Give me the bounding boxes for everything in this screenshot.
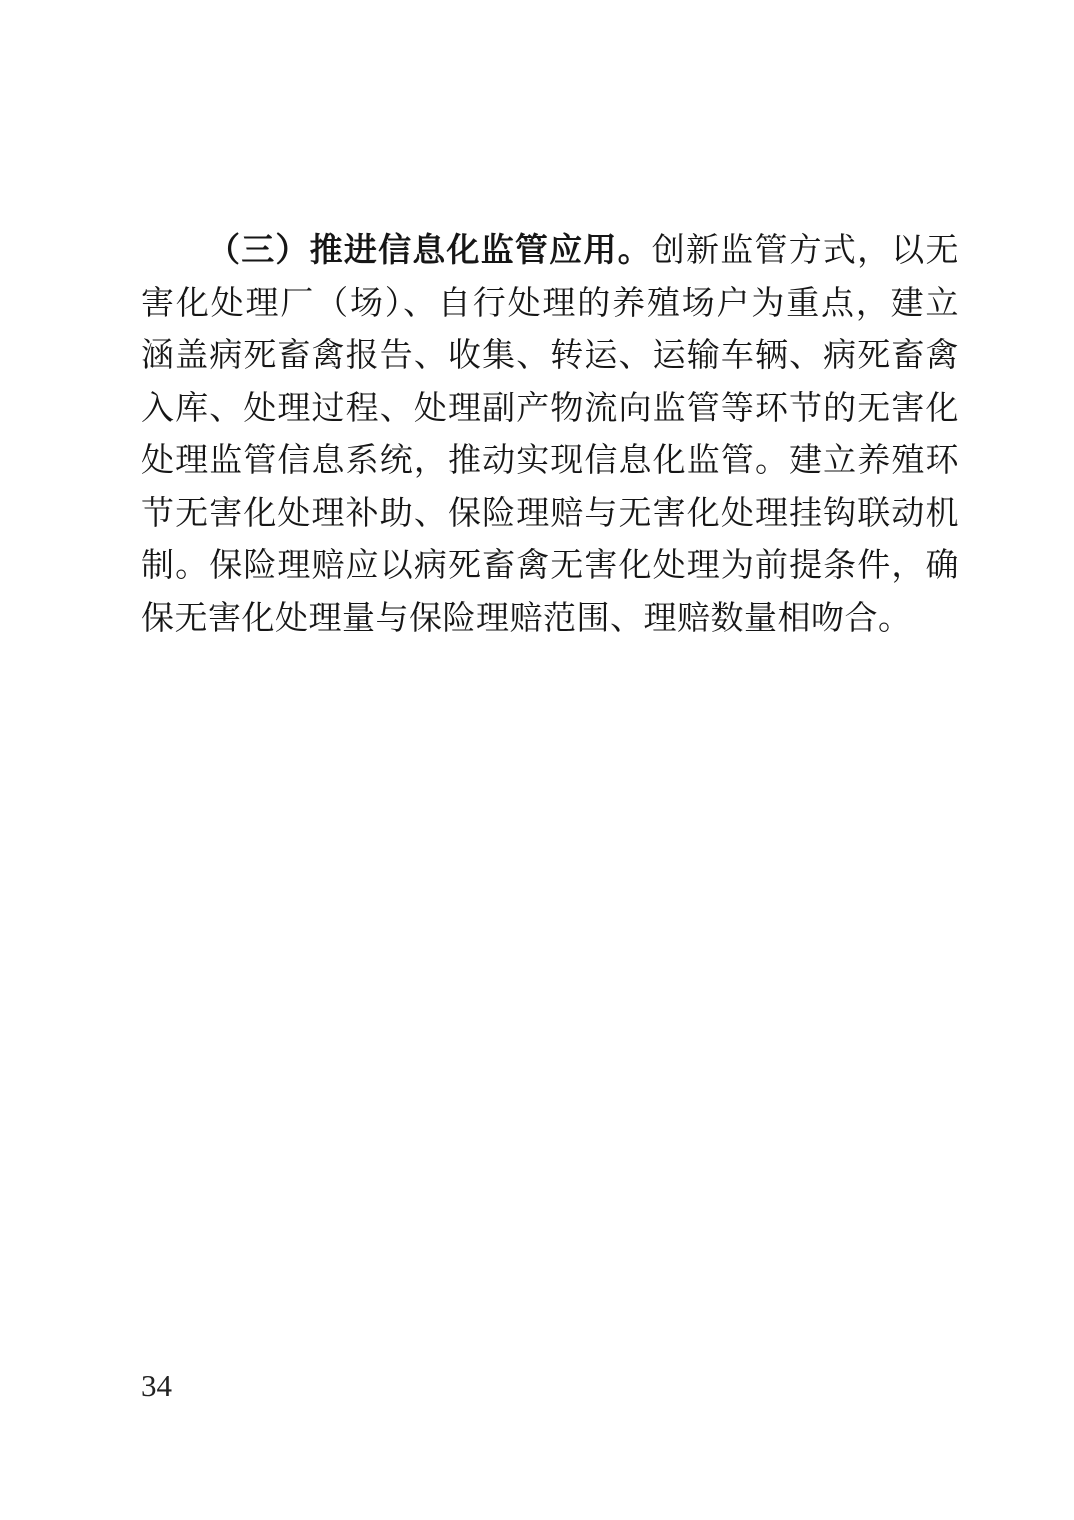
page-number: 34: [141, 1368, 172, 1403]
paragraph-heading: （三）推进信息化监管应用。: [207, 233, 652, 269]
paragraph-body: 创新监管方式，以无害化处理厂（场）、自行处理的养殖场户为重点，建立涵盖病死畜禽报告、收集、转运、运输车辆、病死畜禽入库、处理过程、处理副产物流向监管等环节的无害化处理监管信息系统，推动实现信息化监管。建立养殖环节无害化处理补助、保险理赔与无害化处理挂钩联动机制。保险理赔应以病死畜禽无害化处理为前提条件，确保无害化处理量与保险理赔范围、理赔数量相吻合。: [141, 233, 960, 637]
body-paragraph: [141, 225, 959, 645]
